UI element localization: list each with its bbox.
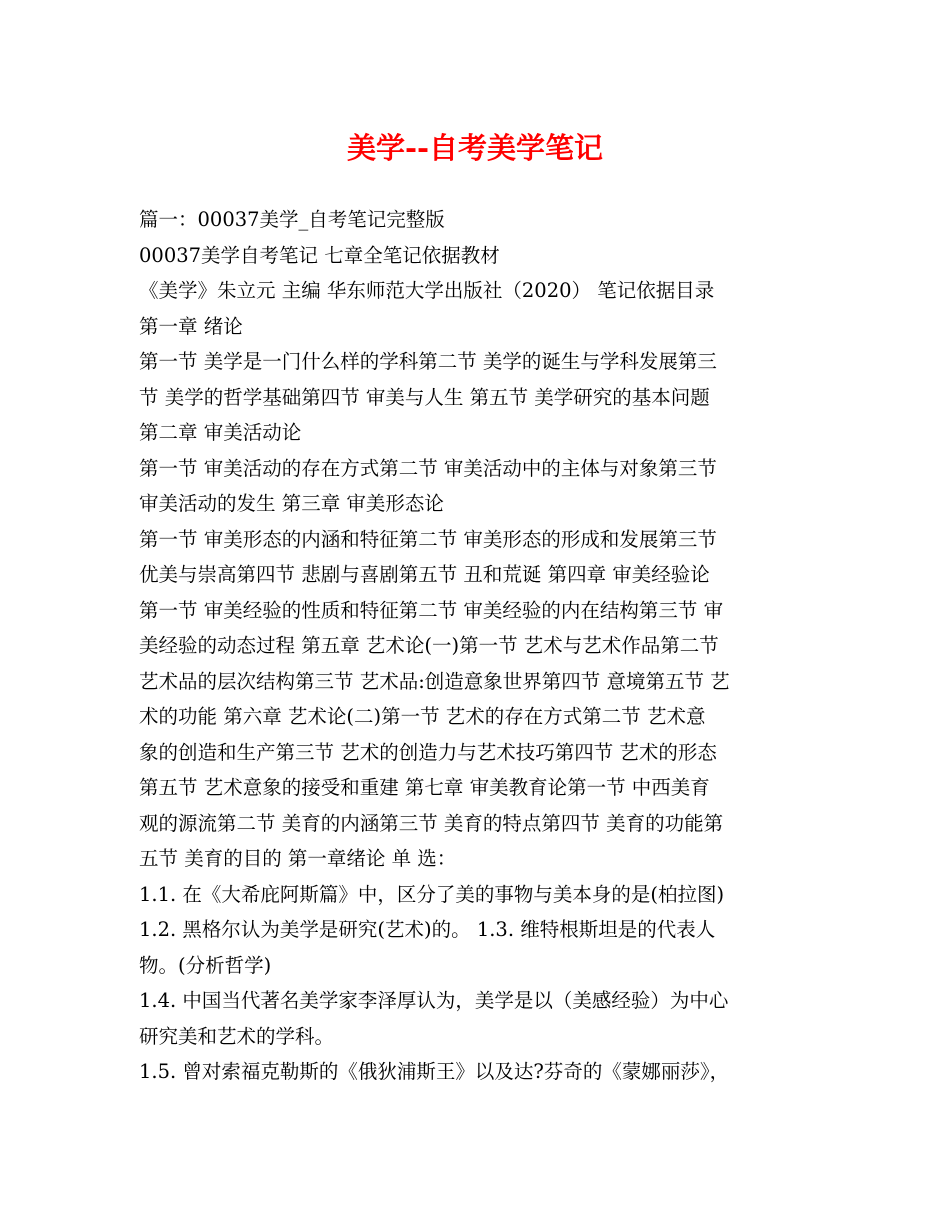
- text-line: 第一节 审美形态的内涵和特征第二节 审美形态的形成和发展第三节: [139, 527, 717, 551]
- text-line: 观的源流第二节 美育的内涵第三节 美育的特点第四节 美育的功能第: [139, 811, 724, 835]
- text-line: 第一章 绪论: [139, 314, 243, 338]
- text-line: 美经验的动态过程 第五章 艺术论(一)第一节 艺术与艺术作品第二节: [139, 634, 719, 657]
- text-line: 《美学》朱立元 主编 华东师范大学出版社（2020） 笔记依据目录: [139, 279, 715, 302]
- text-line: 术的功能 第六章 艺术论(二)第一节 艺术的存在方式第二节 艺术意: [139, 705, 706, 728]
- text-line: 节 美学的哲学基础第四节 审美与人生 第五节 美学研究的基本问题: [139, 385, 710, 409]
- text-line: 00037美学自考笔记 七章全笔记依据教材: [139, 243, 500, 267]
- text-line: 第一节 审美经验的性质和特征第二节 审美经验的内在结构第三节 审: [139, 598, 724, 622]
- document-body: [139, 202, 819, 1090]
- text-line: 五节 美育的目的 第一章绪论 单 选：: [139, 847, 457, 870]
- text-line: 1.4. 中国当代著名美学家李泽厚认为，美学是以（美感经验）为中心: [139, 989, 729, 1012]
- text-line: 第一节 审美活动的存在方式第二节 审美活动中的主体与对象第三节: [139, 456, 717, 480]
- text-line: 1.5. 曾对索福克勒斯的《俄狄浦斯王》以及达?芬奇的《蒙娜丽莎》，: [139, 1060, 730, 1083]
- text-line: 第五节 艺术意象的接受和重建 第七章 审美教育论第一节 中西美育: [139, 776, 710, 799]
- text-line: 研究美和艺术的学科。: [139, 1024, 335, 1048]
- text-line: 审美活动的发生 第三章 审美形态论: [139, 492, 444, 515]
- text-line: 第二章 审美活动论: [139, 421, 302, 444]
- document-title: 美学--自考美学笔记: [346, 131, 604, 165]
- text-line: 艺术品的层次结构第三节 艺术品:创造意象世界第四节 意境第五节 艺: [139, 669, 730, 693]
- text-line: 1.1. 在《大希庇阿斯篇》中，区分了美的事物与美本身的是(柏拉图): [139, 882, 725, 906]
- text-line: 象的创造和生产第三节 艺术的创造力与艺术技巧第四节 艺术的形态: [139, 740, 717, 764]
- text-line: 第一节 美学是一门什么样的学科第二节 美学的诞生与学科发展第三: [139, 350, 717, 373]
- text-line: 1.2. 黑格尔认为美学是研究(艺术)的。 1.3. 维特根斯坦是的代表人: [139, 918, 716, 941]
- text-line: 物。(分析哲学): [139, 953, 272, 977]
- text-line: 优美与崇高第四节 悲剧与喜剧第五节 丑和荒诞 第四章 审美经验论: [139, 563, 710, 586]
- text-line: 篇一：00037美学_自考笔记完整版: [139, 208, 445, 231]
